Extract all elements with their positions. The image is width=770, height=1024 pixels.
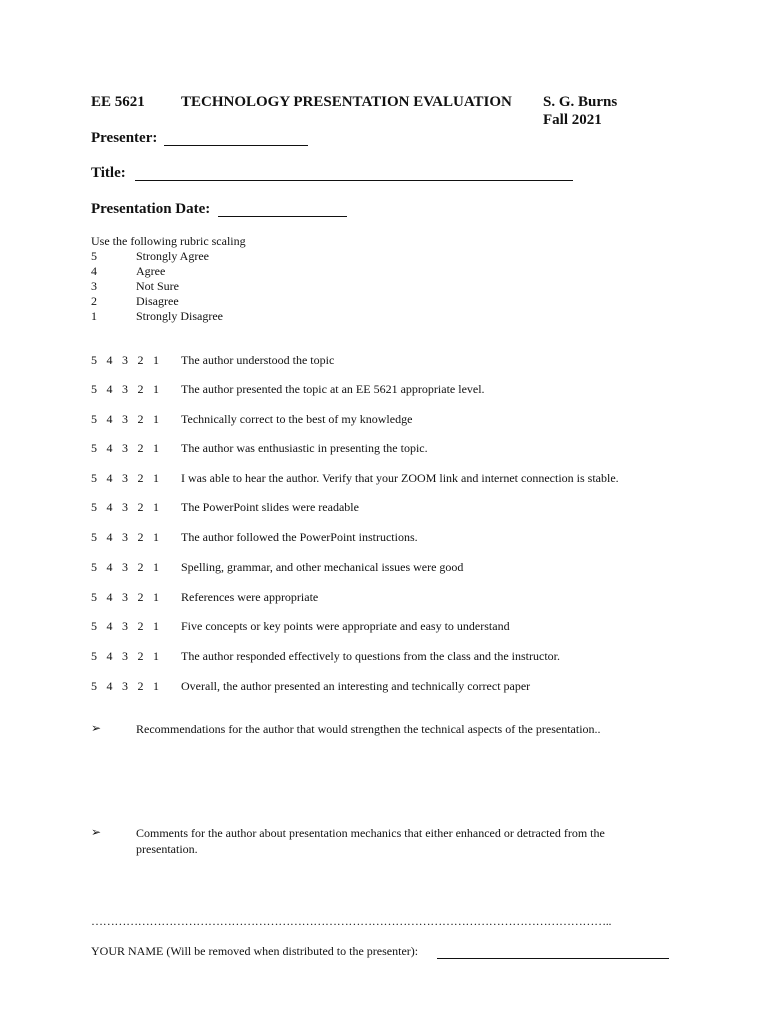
rubric-label: Strongly Agree	[136, 249, 209, 263]
rating-options	[91, 353, 169, 368]
evaluation-item-text: References were appropriate	[181, 590, 319, 604]
recommendations-area[interactable]	[136, 745, 676, 815]
comments-area[interactable]	[136, 862, 676, 907]
rating-options	[91, 412, 169, 427]
rating-option-5[interactable]: 5	[91, 530, 97, 544]
rubric-value: 1	[91, 309, 97, 323]
rating-option-4[interactable]: 4	[106, 530, 113, 544]
rubric-value: 4	[91, 264, 97, 278]
course-code: EE 5621	[91, 94, 145, 110]
rating-option-3[interactable]: 3	[122, 560, 128, 574]
rating-option-5[interactable]: 5	[91, 560, 97, 574]
rating-option-2[interactable]: 2	[137, 530, 144, 544]
rating-option-5[interactable]: 5	[91, 619, 97, 633]
rubric-label: Strongly Disagree	[136, 309, 223, 323]
evaluation-item-text: The author was enthusiastic in presenting the topic.	[181, 441, 428, 455]
rating-option-3[interactable]: 3	[122, 500, 128, 514]
rating-options	[91, 590, 169, 605]
rating-option-4[interactable]: 4	[106, 590, 113, 604]
rating-options	[91, 619, 169, 634]
rating-option-4[interactable]: 4	[106, 471, 113, 485]
rating-option-2[interactable]: 2	[137, 619, 144, 633]
rating-option-2[interactable]: 2	[137, 471, 144, 485]
evaluation-item-text: The author responded effectively to questions from the class and the instructor.	[181, 649, 561, 663]
rating-option-4[interactable]: 4	[106, 353, 113, 367]
evaluation-item-text: Technically correct to the best of my knowledge	[181, 412, 413, 426]
rating-option-3[interactable]: 3	[122, 353, 128, 367]
rating-option-3[interactable]: 3	[122, 649, 128, 663]
rating-option-2[interactable]: 2	[137, 412, 144, 426]
evaluation-item-text: The author understood the topic	[181, 353, 335, 367]
rating-option-2[interactable]: 2	[137, 560, 144, 574]
your-name-label: YOUR NAME (Will be removed when distributed to the presenter):	[91, 944, 419, 958]
rubric-intro: Use the following rubric scaling	[91, 234, 246, 248]
rating-option-1[interactable]: 1	[153, 382, 159, 396]
rating-option-5[interactable]: 5	[91, 590, 97, 604]
rating-options	[91, 649, 169, 664]
rating-option-2[interactable]: 2	[137, 441, 144, 455]
rating-option-3[interactable]: 3	[122, 530, 128, 544]
rating-option-1[interactable]: 1	[153, 500, 159, 514]
rubric-label: Disagree	[136, 294, 179, 308]
rating-options	[91, 500, 169, 515]
dotted-separator: ……………………………………………………………………………………………………………………..	[91, 914, 612, 928]
rating-option-2[interactable]: 2	[137, 353, 144, 367]
rating-option-2[interactable]: 2	[137, 382, 144, 396]
rating-option-4[interactable]: 4	[106, 382, 113, 396]
bullet-arrow-icon: ➢	[91, 825, 102, 839]
rating-option-5[interactable]: 5	[91, 471, 97, 485]
rating-options	[91, 382, 169, 397]
rating-option-2[interactable]: 2	[137, 649, 144, 663]
rating-option-4[interactable]: 4	[106, 441, 113, 455]
recommendations-prompt: Recommendations for the author that would strengthen the technical aspects of the presentation..	[136, 722, 601, 736]
rating-option-4[interactable]: 4	[106, 412, 113, 426]
rubric-label: Agree	[136, 264, 166, 278]
rating-option-2[interactable]: 2	[137, 679, 144, 693]
rating-option-3[interactable]: 3	[122, 590, 128, 604]
rating-options	[91, 471, 169, 486]
evaluation-item-text: The author followed the PowerPoint instructions.	[181, 530, 418, 544]
rating-option-2[interactable]: 2	[137, 500, 144, 514]
evaluation-item-text: Five concepts or key points were appropriate and easy to understand	[181, 619, 510, 633]
date-label: Presentation Date:	[91, 201, 211, 217]
evaluation-item-text: Spelling, grammar, and other mechanical issues were good	[181, 560, 464, 574]
rating-option-1[interactable]: 1	[153, 590, 159, 604]
rating-option-3[interactable]: 3	[122, 471, 128, 485]
rating-option-4[interactable]: 4	[106, 679, 113, 693]
evaluation-item-text: The PowerPoint slides were readable	[181, 500, 359, 514]
evaluation-item-text: The author presented the topic at an EE 5621 appropriate level.	[181, 382, 485, 396]
rating-option-1[interactable]: 1	[153, 560, 159, 574]
comments-prompt-continued: presentation.	[136, 842, 198, 856]
date-field[interactable]	[218, 201, 347, 217]
comments-prompt: Comments for the author about presentation mechanics that either enhanced or detracted from the	[136, 826, 605, 840]
rating-option-1[interactable]: 1	[153, 649, 159, 663]
rating-option-4[interactable]: 4	[106, 500, 113, 514]
rating-option-1[interactable]: 1	[153, 679, 159, 693]
form-title: TECHNOLOGY PRESENTATION EVALUATION	[181, 94, 512, 110]
bullet-arrow-icon: ➢	[91, 721, 102, 735]
rating-options	[91, 441, 169, 456]
rating-option-1[interactable]: 1	[153, 353, 159, 367]
rating-option-1[interactable]: 1	[153, 412, 159, 426]
evaluation-item-text: I was able to hear the author. Verify that your ZOOM link and internet connection is stable.	[181, 471, 619, 485]
term: Fall 2021	[543, 112, 602, 128]
rating-options	[91, 530, 169, 545]
rubric-value: 3	[91, 279, 97, 293]
evaluation-item-text: Overall, the author presented an interesting and technically correct paper	[181, 679, 531, 693]
rating-option-2[interactable]: 2	[137, 590, 144, 604]
rating-option-1[interactable]: 1	[153, 471, 159, 485]
rating-option-1[interactable]: 1	[153, 530, 159, 544]
rating-option-5[interactable]: 5	[91, 412, 97, 426]
rubric-value: 2	[91, 294, 97, 308]
rating-option-4[interactable]: 4	[106, 649, 113, 663]
rubric-label: Not Sure	[136, 279, 179, 293]
rating-option-5[interactable]: 5	[91, 679, 97, 693]
rating-option-4[interactable]: 4	[106, 619, 113, 633]
rating-option-3[interactable]: 3	[122, 619, 128, 633]
your-name-field[interactable]	[437, 944, 669, 959]
rubric-value: 5	[91, 249, 97, 263]
rating-options	[91, 679, 169, 694]
rating-option-1[interactable]: 1	[153, 441, 159, 455]
title-field[interactable]	[135, 165, 573, 181]
rating-option-5[interactable]: 5	[91, 500, 97, 514]
rating-option-5[interactable]: 5	[91, 353, 97, 367]
rating-option-5[interactable]: 5	[91, 382, 97, 396]
rating-options	[91, 560, 169, 575]
rating-option-3[interactable]: 3	[122, 382, 128, 396]
title-label: Title:	[91, 165, 126, 181]
rating-option-3[interactable]: 3	[122, 441, 128, 455]
instructor-name: S. G. Burns	[543, 94, 618, 110]
rating-option-4[interactable]: 4	[106, 560, 113, 574]
presenter-field[interactable]	[164, 130, 308, 146]
rating-option-3[interactable]: 3	[122, 679, 128, 693]
rating-option-3[interactable]: 3	[122, 412, 128, 426]
presenter-label: Presenter:	[91, 130, 158, 146]
rating-option-5[interactable]: 5	[91, 441, 97, 455]
rating-option-1[interactable]: 1	[153, 619, 159, 633]
rating-option-5[interactable]: 5	[91, 649, 97, 663]
